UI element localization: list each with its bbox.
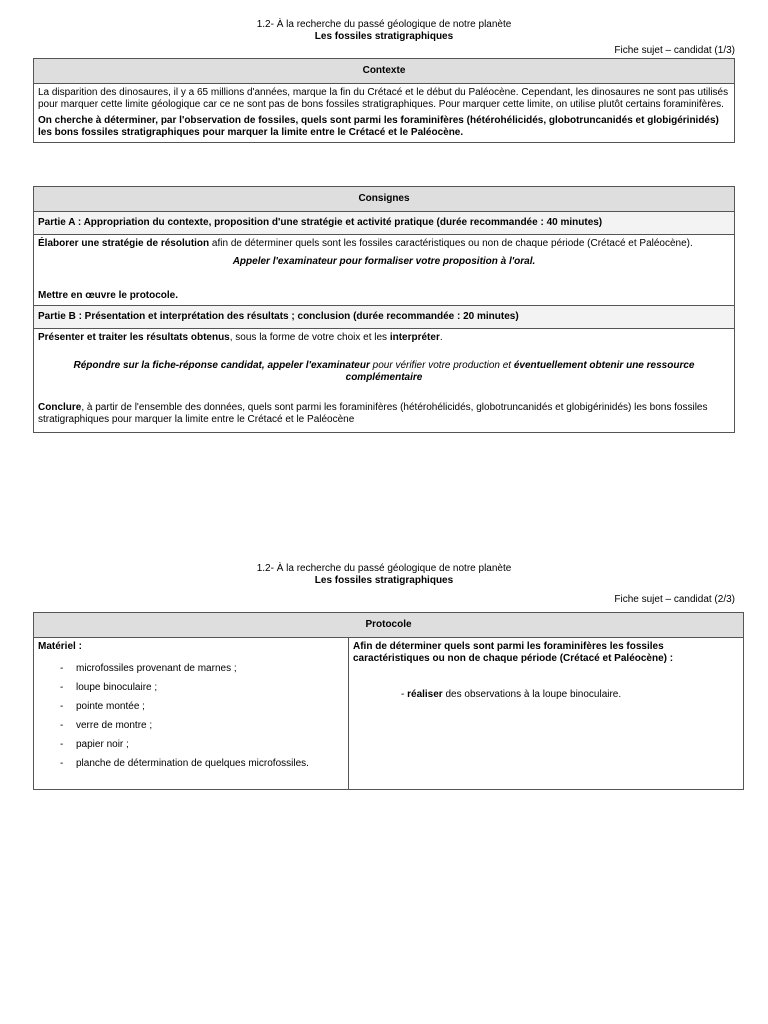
partA-title: Partie A : Appropriation du contexte, proposition d'une stratégie et activité pratique (durée recommandée : 40 minutes) bbox=[34, 212, 735, 235]
partB-call3: éventuellement obtenir une ressource complémentaire bbox=[345, 360, 695, 383]
contexte-table bbox=[33, 58, 735, 143]
partB-end: . bbox=[439, 332, 443, 343]
protocole-table bbox=[33, 612, 744, 790]
partA-protocol: Mettre en œuvre le protocole. bbox=[38, 290, 179, 301]
partB-mid: , sous la forme de votre choix et les bbox=[229, 332, 390, 343]
materiel-item: - verre de montre ; bbox=[38, 716, 344, 735]
page1-title: 1.2- À la recherche du passé géologique de notre planète bbox=[256, 19, 512, 30]
consignes-header: Consignes bbox=[34, 187, 735, 212]
contexte-header: Contexte bbox=[34, 59, 735, 84]
procedure-step bbox=[401, 689, 739, 701]
partB-call1: Répondre sur la fiche-réponse candidat, appeler l'examinateur bbox=[73, 360, 370, 371]
procedure-cell bbox=[349, 638, 744, 790]
materiel-cell bbox=[34, 638, 349, 790]
page2-title: 1.2- À la recherche du passé géologique de notre planète bbox=[256, 563, 512, 574]
page2-fiche-label: Fiche sujet – candidat (2/3) bbox=[614, 594, 735, 605]
consignes-table bbox=[33, 186, 735, 433]
partB-body bbox=[34, 329, 735, 433]
page1-fiche-label: Fiche sujet – candidat (1/3) bbox=[614, 45, 735, 56]
partA-lead: Élaborer une stratégie de résolution bbox=[38, 238, 210, 249]
partA-text: afin de déterminer quels sont les fossiles caractéristiques ou non de chaque période (Crétacé et Paléocène). bbox=[209, 238, 693, 249]
partA-body bbox=[34, 235, 735, 306]
page1-subtitle: Les fossiles stratigraphiques bbox=[314, 31, 454, 42]
materiel-item: - pointe montée ; bbox=[38, 697, 344, 716]
contexte-paragraph: La disparition des dinosaures, il y a 65 millions d'années, marque la fin du Crétacé et le début du Paléocène. Cependant, les dinosaures ne sont pas utilisés pour marquer cette limite géologique car ce ne sont pas de bons fossiles stratigraphiques. Pour marquer cette limite, on utilise plutôt certains foraminifères. bbox=[38, 87, 729, 110]
materiel-item: - papier noir ; bbox=[38, 735, 344, 754]
step-verb: réaliser bbox=[407, 689, 443, 700]
partA-strategy bbox=[38, 238, 730, 250]
partB-title: Partie B : Présentation et interprétation des résultats ; conclusion (durée recommandée : 20 minutes) bbox=[34, 306, 735, 329]
partB-present bbox=[38, 332, 730, 344]
materiel-item: - microfossiles provenant de marnes ; bbox=[38, 659, 344, 678]
page2-heading bbox=[0, 563, 768, 587]
page1-heading bbox=[0, 19, 768, 43]
conclude bbox=[38, 402, 730, 426]
step-prefix: - bbox=[401, 689, 408, 700]
contexte-question: On cherche à déterminer, par l'observation de fossiles, quels sont parmi les foraminifères (hétérohélicidés, globotruncanidés et globigérinidés) les bons fossiles stratigraphiques pour marquer la limite entre le Crétacé et le Paléocène. bbox=[38, 115, 719, 138]
contexte-body bbox=[34, 84, 735, 143]
partB-lead: Présenter et traiter les résultats obtenus bbox=[38, 332, 230, 343]
step-text: des observations à la loupe binoculaire. bbox=[442, 689, 622, 700]
partB-verb: interpréter bbox=[389, 332, 440, 343]
conclude-lead: Conclure bbox=[38, 402, 82, 413]
partA-call: Appeler l'examinateur pour formaliser votre proposition à l'oral. bbox=[232, 256, 536, 267]
materiel-list bbox=[38, 659, 344, 773]
materiel-item: - loupe binoculaire ; bbox=[38, 678, 344, 697]
procedure-heading: Afin de déterminer quels sont parmi les foraminifères les fossiles caractéristiques ou non de chaque période (Crétacé et Paléocène) : bbox=[353, 641, 674, 664]
page2-subtitle: Les fossiles stratigraphiques bbox=[314, 575, 454, 586]
protocole-header: Protocole bbox=[34, 613, 744, 638]
materiel-label: Matériel : bbox=[38, 641, 82, 652]
materiel-item: - planche de détermination de quelques microfossiles. bbox=[38, 754, 344, 773]
partB-call2: pour vérifier votre production et bbox=[369, 360, 514, 371]
conclude-text: , à partir de l'ensemble des données, quels sont parmi les foraminifères (hétérohélicidés, globotruncanidés et globigérinidés) les bons fossiles stratigraphiques pour marquer la limite entre le Crétacé et le Paléocène bbox=[38, 402, 708, 425]
partB-call bbox=[38, 360, 730, 384]
